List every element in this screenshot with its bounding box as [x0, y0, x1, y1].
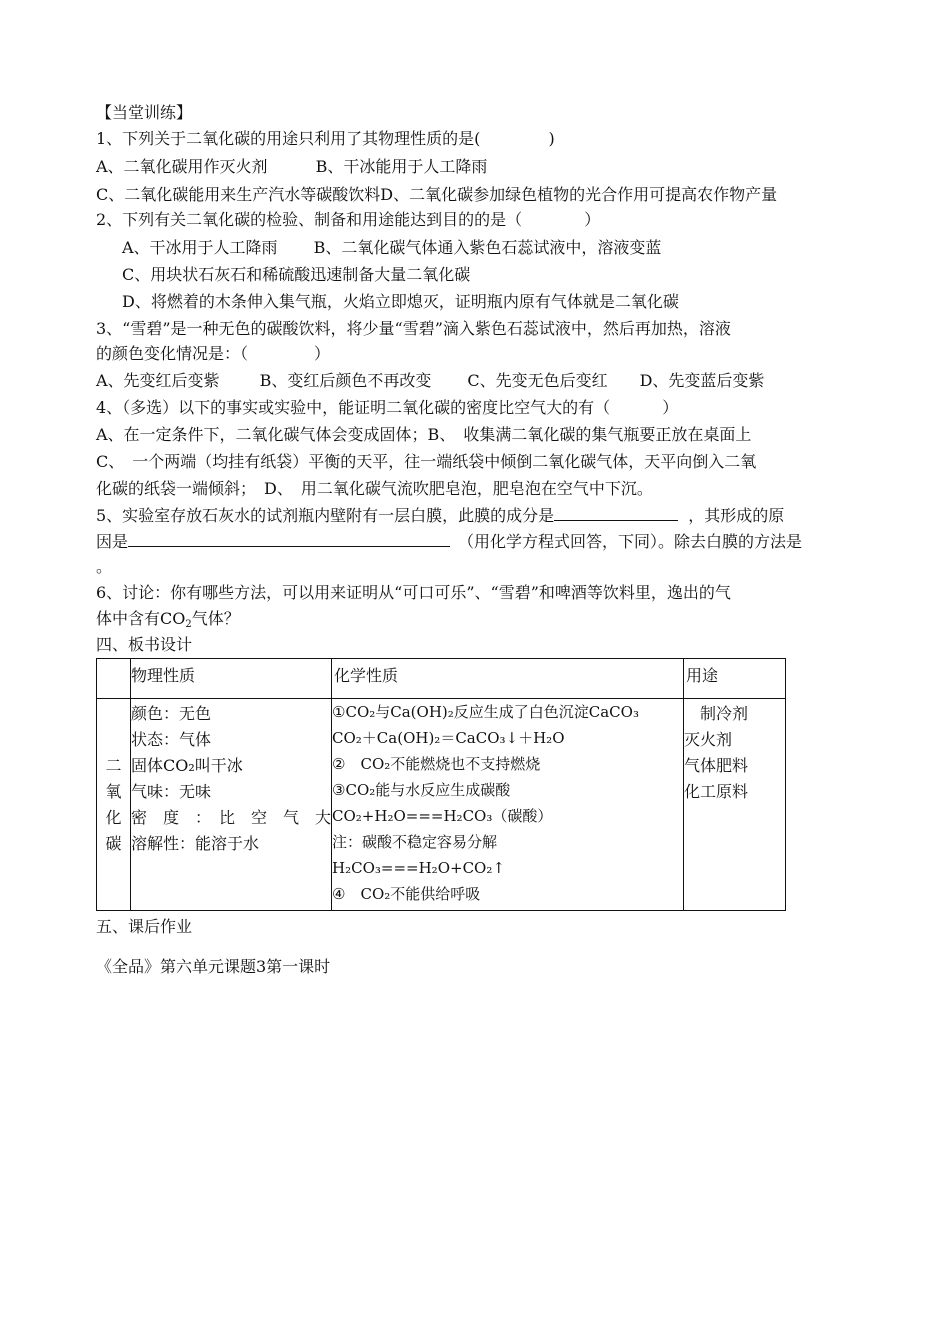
use-item: 制冷剂: [700, 704, 749, 723]
question-3-line1: 3、“雪碧”是一种无色的碳酸饮料，将少量“雪碧”滴入紫色石蕊试液中，然后再加热，溶液: [96, 319, 731, 338]
chemical-item: ①CO₂与Ca(OH)₂反应生成了白色沉淀CaCO₃: [332, 703, 639, 721]
answer-blank-1[interactable]: [554, 502, 678, 521]
question-1-options-row1: [96, 154, 487, 180]
q2-option-a: A、干冰用于人工降雨: [122, 238, 278, 257]
q1-option-b: B、干冰能用于人工降雨: [315, 157, 488, 176]
question-5-line1: 5、实验室存放石灰水的试剂瓶内壁附有一层白膜，此膜的成分是 ，其形成的原: [96, 502, 784, 529]
question-4-line2: A、在一定条件下，二氧化碳气体会变成固体；B、 收集满二氧化碳的集气瓶要正放在桌面上: [96, 425, 752, 444]
q2-option-d: D、将燃着的木条伸入集气瓶，火焰立即熄灭，证明瓶内原有气体就是二氧化碳: [122, 292, 679, 311]
q3-option-a: A、先变红后变紫: [96, 371, 220, 390]
physical-item: 气味：无味: [131, 782, 212, 801]
board-design-table: [96, 658, 786, 911]
chemical-item: ③CO₂能与水反应生成碳酸: [332, 781, 511, 799]
header-uses: 用途: [684, 659, 786, 699]
use-item: 气体肥料: [684, 756, 749, 775]
question-4-line4: 化碳的纸袋一端倾斜； D、 用二氧化碳气流吹肥皂泡，肥皂泡在空气中下沉。: [96, 479, 653, 498]
section-title: 【当堂训练】: [96, 103, 193, 122]
chemical-item: CO₂+H₂O===H₂CO₃（碳酸）: [332, 807, 553, 825]
q3-option-b: B、变红后颜色不再改变: [259, 371, 432, 390]
physical-item: 溶解性：能溶于水: [131, 834, 260, 853]
physical-item: 固体CO₂叫干冰: [131, 756, 243, 775]
answer-blank-2[interactable]: [128, 528, 450, 547]
table-body-row: [97, 699, 786, 911]
question-4-line3: C、 一个两端（均挂有纸袋）平衡的天平，往一端纸袋中倾倒二氧化碳气体，天平向倒入二氧: [96, 452, 757, 471]
question-5-line2: 因是 （用化学方程式回答，下同）。除去白膜的方法是: [96, 528, 802, 555]
header-chemical: 化学性质: [332, 659, 684, 699]
question-2-stem: 2、下列有关二氧化碳的检验、制备和用途能达到目的的是（ ）: [96, 210, 601, 229]
question-3-options: [96, 368, 764, 394]
chemical-item: 注：碳酸不稳定容易分解: [332, 833, 498, 851]
q2-option-b: B、二氧化碳气体通入紫色石蕊试液中，溶液变蓝: [313, 238, 662, 257]
chemical-item: ④ CO₂不能供给呼吸: [332, 885, 481, 903]
physical-item: 状态：气体: [131, 730, 212, 749]
question-1-options-row2: C、二氧化碳能用来生产汽水等碳酸饮料D、二氧化碳参加绿色植物的光合作用可提高农作物产量: [96, 185, 778, 204]
q1-option-a: A、二氧化碳用作灭火剂: [96, 157, 268, 176]
q2-option-c: C、用块状石灰石和稀硫酸迅速制备大量二氧化碳: [122, 265, 471, 284]
question-6-line2: 体中含有$CO_2$气体？: [96, 609, 240, 630]
use-item: 灭火剂: [684, 730, 733, 749]
chemical-item: H₂CO₃===H₂O+CO₂↑: [332, 859, 505, 877]
header-physical: 物理性质: [131, 659, 332, 699]
homework-text: 《全品》第六单元课题3第一课时: [96, 957, 331, 976]
subject-cell: 二 氧 化 碳: [97, 699, 131, 911]
question-5-line3: 。: [96, 557, 113, 576]
question-1-stem: 1、下列关于二氧化碳的用途只利用了其物理性质的是( ): [96, 129, 555, 148]
physical-properties-cell: [131, 699, 332, 911]
physical-item: 颜色：无色: [131, 704, 212, 723]
chemical-item: ② CO₂不能燃烧也不支持燃烧: [332, 755, 541, 773]
question-6-line1: 6、讨论：你有哪些方法，可以用来证明从“可口可乐”、“雪碧”和啤酒等饮料里，逸出的气: [96, 583, 731, 602]
chemical-properties-cell: [332, 699, 684, 911]
chemical-item: CO₂＋Ca(OH)₂＝CaCO₃↓＋H₂O: [332, 729, 565, 747]
physical-item: 密 度 ： 比 空 气 大: [131, 808, 332, 827]
use-item: 化工原料: [684, 782, 749, 801]
uses-cell: [684, 699, 786, 911]
q3-option-d: D、先变蓝后变紫: [639, 371, 765, 390]
question-2-options-ab: [122, 235, 661, 261]
table-header-row: [97, 659, 786, 699]
question-3-line2: 的颜色变化情况是：（ ）: [96, 344, 331, 363]
section-5-title: 五、课后作业: [96, 917, 193, 936]
q3-option-c: C、先变无色后变红: [467, 371, 608, 390]
section-4-title: 四、板书设计: [96, 635, 193, 654]
question-4-stem: 4、（多选）以下的事实或实验中，能证明二氧化碳的密度比空气大的有（ ）: [96, 398, 679, 417]
